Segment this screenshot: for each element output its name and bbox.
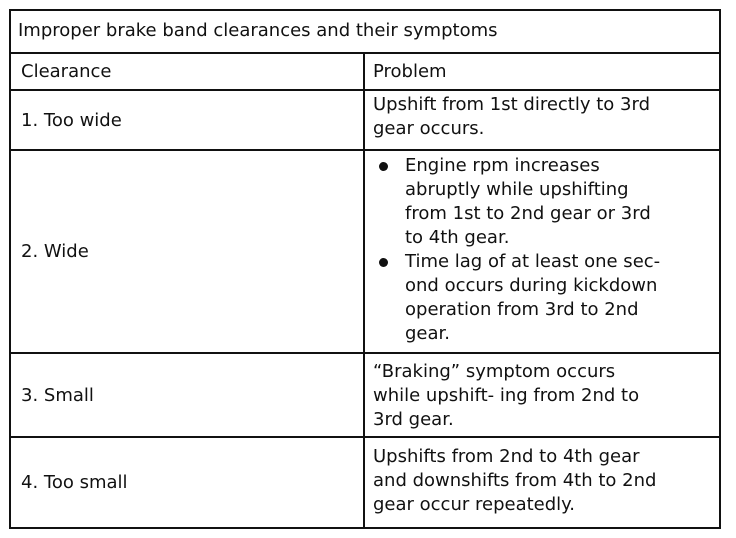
header-clearance: Clearance <box>21 61 112 82</box>
problem-line: from 1st to 2nd gear or 3rd <box>405 203 651 224</box>
table-row-wide <box>11 151 719 354</box>
clearance-cell: 3. Small <box>21 384 94 406</box>
problem-cell <box>365 151 719 352</box>
problem-line: ond occurs during kickdown <box>405 275 658 296</box>
table-row-too-small <box>11 438 719 527</box>
problem-line: Time lag of at least one sec- <box>405 251 661 272</box>
problem-line: while upshift- ing from 2nd to <box>373 385 640 406</box>
problem-line: gear. <box>405 323 450 344</box>
problem-line: 3rd gear. <box>373 409 454 430</box>
bullet-icon <box>379 162 388 171</box>
problem-line: and downshifts from 4th to 2nd <box>373 470 657 491</box>
table-row-small <box>11 354 719 438</box>
header-problem: Problem <box>373 60 447 82</box>
bullet-item <box>373 154 719 250</box>
clearance-cell: 4. Too small <box>21 472 128 493</box>
problem-line: operation from 3rd to 2nd <box>405 299 639 320</box>
table-row-too-wide <box>11 91 719 151</box>
problem-line: abruptly while upshifting <box>405 179 629 200</box>
problem-line: Upshift from 1st directly to 3rd <box>373 94 650 115</box>
clearance-cell: 1. Too wide <box>21 109 122 131</box>
table-title: Improper brake band clearances and their symptoms <box>11 11 719 54</box>
problem-cell <box>365 91 719 149</box>
clearance-table <box>9 9 721 529</box>
problem-line: Upshifts from 2nd to 4th gear <box>373 446 640 467</box>
problem-line: “Braking” symptom occurs <box>373 361 616 382</box>
clearance-cell: 2. Wide <box>21 241 89 262</box>
problem-cell <box>365 354 719 436</box>
header-row <box>11 54 719 91</box>
problem-cell <box>365 438 719 527</box>
problem-line: to 4th gear. <box>405 227 510 248</box>
bullet-item <box>373 250 719 346</box>
problem-line: gear occurs. <box>373 118 485 139</box>
problem-line: Engine rpm increases <box>405 155 600 176</box>
bullet-icon <box>379 258 388 267</box>
problem-line: gear occur repeatedly. <box>373 494 575 515</box>
